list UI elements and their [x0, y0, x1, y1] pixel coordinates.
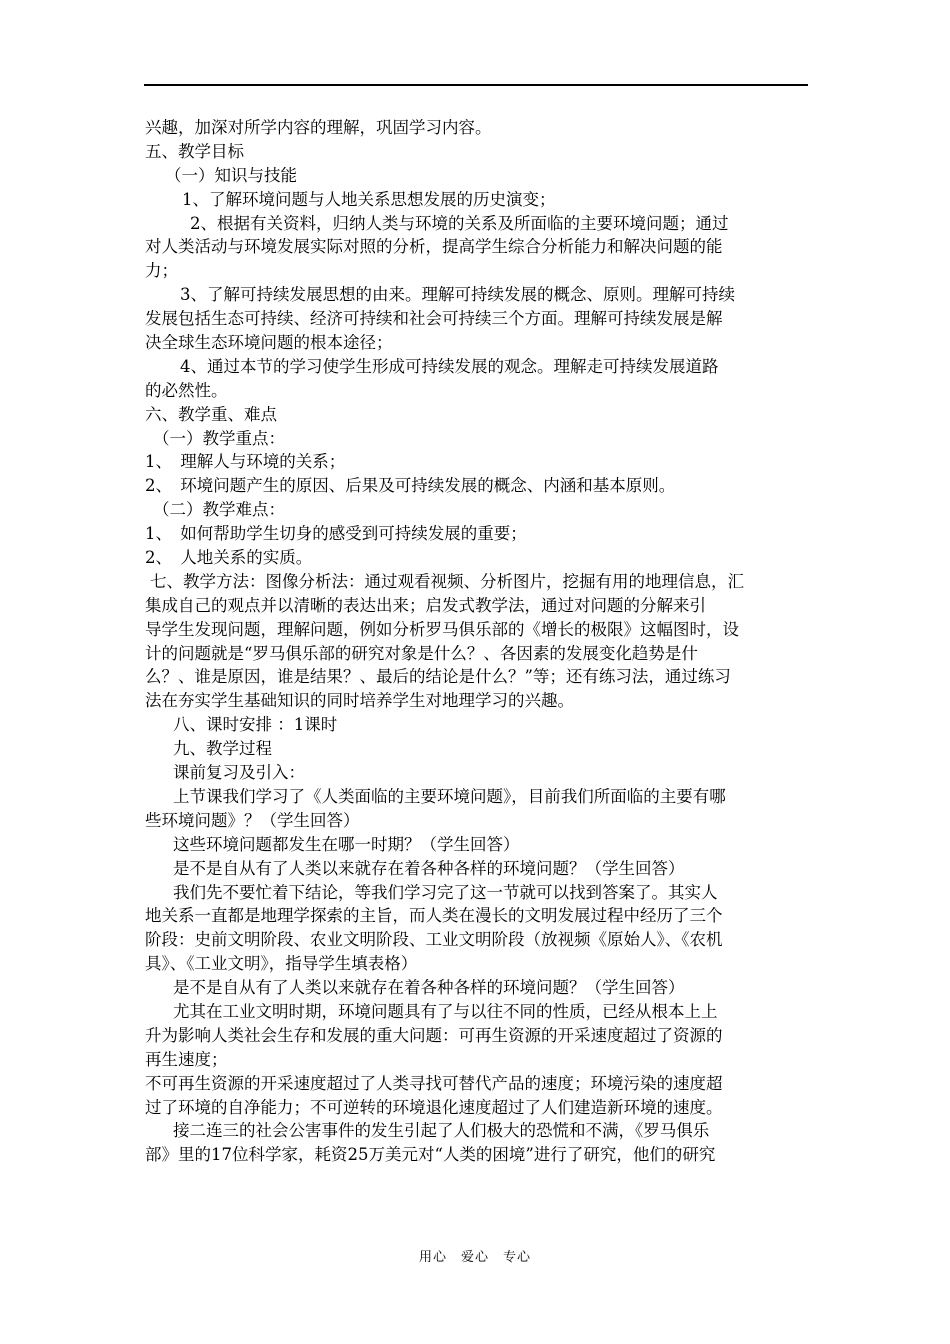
text-line: 发展包括生态可持续、经济可持续和社会可持续三个方面。理解可持续发展是解: [145, 309, 723, 329]
text-line: 4、通过本节的学习使学生形成可持续发展的观念。理解走可持续发展道路: [180, 356, 719, 376]
document-body: [145, 116, 810, 1167]
text-line: 1、 理解人与环境的关系；: [145, 452, 346, 472]
text-line: 3、了解可持续发展思想的由来。理解可持续发展的概念、原则。理解可持续: [180, 285, 735, 305]
text-line: 不可再生资源的开采速度超过了人类寻找可替代产品的速度；环境污染的速度超: [145, 1073, 723, 1093]
text-line: 八、课时安排 ：1课时: [173, 715, 338, 735]
text-line: 些环境问题》？（学生回答）: [145, 810, 360, 830]
text-line: 接二连三的社会公害事件的发生引起了人们极大的恐慌和不满，《罗马俱乐: [173, 1121, 710, 1141]
text-line: 阶段：史前文明阶段、农业文明阶段、工业文明阶段（放视频《原始人》、《农机: [145, 930, 723, 950]
text-line: （一）知识与技能: [165, 165, 297, 185]
text-line: 2、 环境问题产生的原因、后果及可持续发展的概念、内涵和基本原则。: [145, 476, 676, 496]
text-line: 过了环境的自净能力；不可逆转的环境退化速度超过了人们建造新环境的速度。: [145, 1097, 723, 1117]
text-line: 上节课我们学习了《人类面临的主要环境问题》，目前我们所面临的主要有哪: [173, 786, 726, 806]
text-line: 我们先不要忙着下结论，等我们学习完了这一节就可以找到答案了。其实人: [173, 882, 718, 902]
text-line: 这些环境问题都发生在哪一时期？（学生回答）: [173, 834, 520, 854]
text-line: 集成自己的观点并以清晰的表达出来；启发式教学法，通过对问题的分解来引: [145, 595, 706, 615]
text-line: 是不是自从有了人类以来就存在着各种各样的环境问题？（学生回答）: [173, 858, 685, 878]
text-line: 九、教学过程: [173, 739, 272, 759]
text-line: 六、教学重、难点: [145, 404, 277, 424]
text-line: 课前复习及引入：: [173, 763, 305, 783]
text-line: 再生速度；: [145, 1049, 228, 1069]
text-line: 是不是自从有了人类以来就存在着各种各样的环境问题？（学生回答）: [173, 978, 685, 998]
text-line: 具》、《工业文明》，指导学生填表格）: [145, 954, 418, 974]
text-line: （二）教学难点：: [153, 500, 285, 520]
text-line: 的必然性。: [145, 380, 228, 400]
text-line: 兴趣，加深对所学内容的理解，巩固学习内容。: [145, 118, 492, 137]
page-footer: 用心 爱心 专心: [418, 1250, 531, 1265]
text-line: 决全球生态环境问题的根本途径；: [145, 333, 393, 353]
text-line: 法在夯实学生基础知识的同时培养学生对地理学习的兴趣。: [145, 691, 574, 711]
text-line: 1、了解环境问题与人地关系思想发展的历史演变；: [182, 189, 556, 209]
text-line: 尤其在工业文明时期，环境问题具有了与以往不同的性质，已经从根本上上: [173, 1001, 718, 1021]
text-line: 计的问题就是“罗马俱乐部的研究对象是什么？、各因素的发展变化趋势是什: [145, 643, 698, 663]
text-line: 导学生发现问题，理解问题，例如分析罗马俱乐部的《增长的极限》这幅图时，设: [145, 619, 739, 639]
text-line: 地关系一直都是地理学探索的主旨，而人类在漫长的文明发展过程中经历了三个: [145, 906, 723, 926]
header-rule: [144, 84, 808, 86]
text-line: 么？、谁是原因，谁是结果？、最后的结论是什么？”等；还有练习法，通过练习: [145, 667, 731, 687]
text-line: 对人类活动与环境发展实际对照的分析，提高学生综合分析能力和解决问题的能: [145, 237, 723, 257]
text-line: 2、 人地关系的实质。: [145, 548, 313, 568]
text-line: 2、根据有关资料，归纳人类与环境的关系及所面临的主要环境问题；通过: [190, 213, 729, 233]
text-line: 五、教学目标: [145, 141, 244, 161]
text-line: （一）教学重点：: [153, 428, 285, 448]
text-line: 七、教学方法：图像分析法：通过观看视频、分析图片，挖掘有用的地理信息，汇: [150, 571, 744, 591]
text-line: 升为影响人类社会生存和发展的重大问题：可再生资源的开采速度超过了资源的: [145, 1025, 723, 1045]
text-line: 部》里的17位科学家，耗资25万美元对“人类的困境”进行了研究，他们的研究: [145, 1145, 716, 1165]
text-line: 力；: [145, 261, 178, 281]
text-line: 1、 如何帮助学生切身的感受到可持续发展的重要；: [145, 524, 527, 544]
